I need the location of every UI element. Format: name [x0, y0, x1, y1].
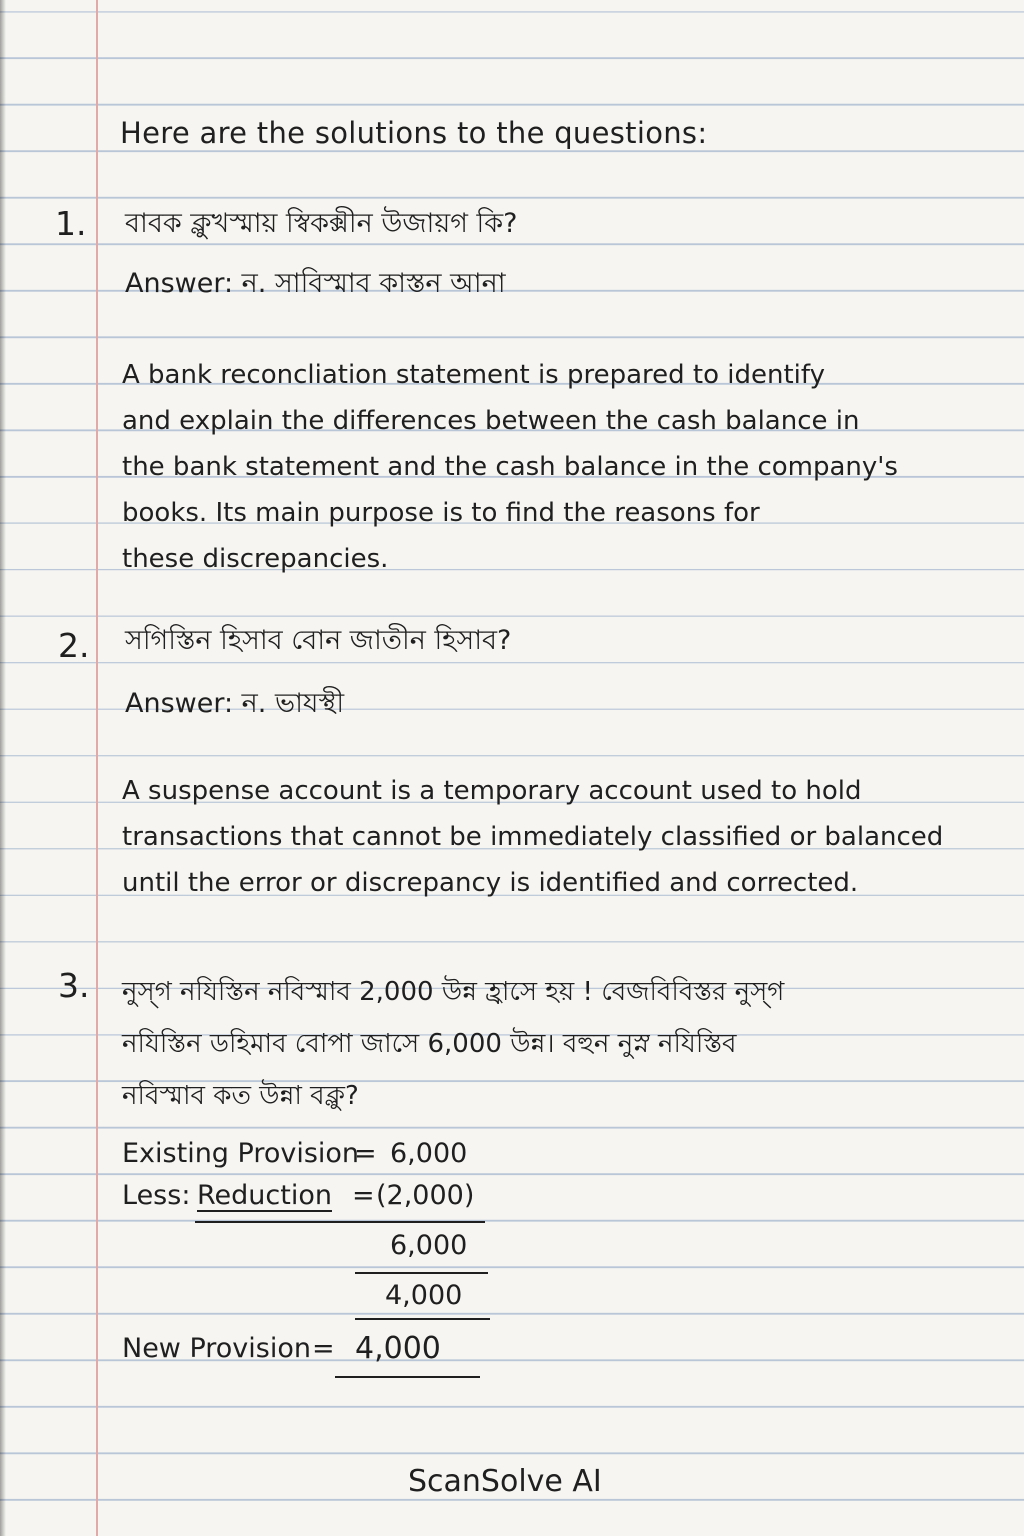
reduction-label: Reduction: [197, 1180, 332, 1211]
explanation-line: transactions that cannot be immediately classified or balanced: [122, 822, 944, 852]
total-rule: [335, 1376, 480, 1378]
question-line: নুস্গ নযিস্তিন নবিস্মাব 2,000 উন্ন হ্রাসে হয় ! বেজবিবিস্তর নুস্গ: [122, 977, 785, 1007]
question-line: নযিস্তিন ডহিমাব বোপা জাসে 6,000 উন্ন। বহুন নুস্ন নযিস্তিব: [122, 1029, 737, 1059]
explanation-line: until the error or discrepancy is identified and corrected.: [122, 868, 859, 898]
explanation-line: the bank statement and the cash balance in the company's: [122, 452, 898, 482]
explanation-line: A suspense account is a temporary account used to hold: [122, 776, 862, 806]
binding-edge: [0, 0, 6, 1536]
margin-line: [96, 0, 98, 1536]
existing-provision-value: 6,000: [390, 1138, 468, 1169]
intro-text: Here are the solutions to the questions:: [120, 116, 708, 150]
existing-provision-equals: =: [354, 1138, 377, 1169]
question-2-text: সগিস্তিন হিসাব বোন জাতীন হিসাব?: [125, 625, 512, 656]
question-2-explanation: [122, 768, 943, 906]
subtotal-2: 4,000: [385, 1280, 463, 1311]
explanation-line: and explain the differences between the cash balance in: [122, 406, 860, 436]
explanation-line: these discrepancies.: [122, 544, 389, 574]
question-3-number: 3.: [58, 966, 90, 1005]
new-provision-label: New Provision: [122, 1333, 311, 1364]
existing-provision-label: Existing Provision: [122, 1138, 360, 1169]
reduction-equals: =: [352, 1180, 375, 1211]
answer-label: Answer:: [125, 688, 234, 719]
question-3-text: [122, 966, 784, 1122]
sum-rule: [195, 1221, 485, 1223]
answer-value: ন. ভাযস্থী: [241, 688, 345, 719]
new-provision-value: 4,000: [355, 1331, 441, 1366]
question-1-answer: [125, 268, 506, 300]
sum-rule: [355, 1272, 488, 1274]
sum-rule: [355, 1318, 490, 1320]
subtotal-1: 6,000: [390, 1230, 468, 1261]
question-2-number: 2.: [58, 626, 90, 665]
answer-value: ন. সাবিস্মাব কাস্তন আনা: [241, 268, 506, 299]
explanation-line: books. Its main purpose is to find the reasons for: [122, 498, 760, 528]
explanation-line: A bank reconcliation statement is prepared to identify: [122, 360, 825, 390]
new-provision-equals: =: [312, 1333, 335, 1364]
question-1-number: 1.: [55, 204, 87, 243]
reduction-value: (2,000): [376, 1180, 475, 1211]
question-line: নবিস্মাব কত উন্না বক্লু?: [122, 1081, 359, 1111]
question-2-answer: [125, 688, 344, 720]
footer-brand: ScanSolve AI: [408, 1464, 602, 1499]
question-1-explanation: [122, 352, 898, 582]
answer-label: Answer:: [125, 268, 234, 299]
question-1-text: বাবক ক্লুখস্মায় স্বিকক্সীন উজায়গ কি?: [125, 208, 518, 239]
less-prefix: Less:: [122, 1180, 191, 1211]
